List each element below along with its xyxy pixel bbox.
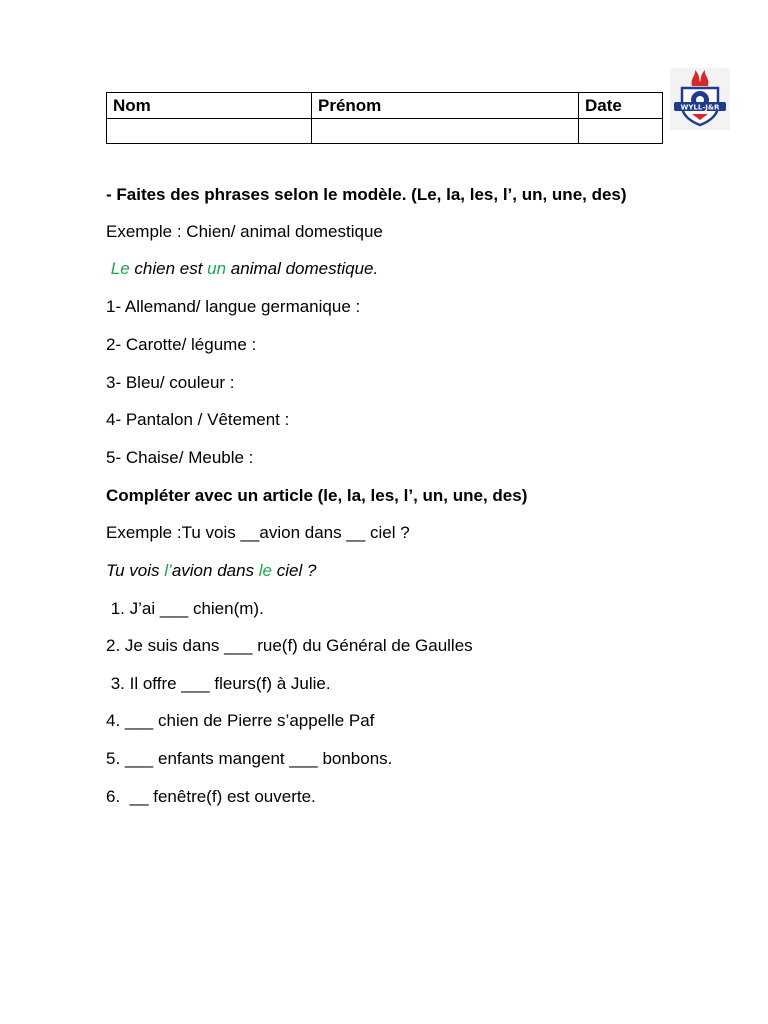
section1-instruction: - Faites des phrases selon le modèle. (Le, la, les, l’, un, une, des): [106, 185, 627, 204]
section2-item-5: 5. ___ enfants mangent ___ bonbons.: [106, 749, 393, 768]
article-un: un: [207, 259, 227, 278]
shield-logo-icon: [670, 68, 730, 130]
column-prenom: Prénom: [312, 93, 579, 119]
section1-example-label: Exemple : Chien/ animal domestique: [106, 222, 383, 241]
column-date: Date: [579, 93, 663, 119]
nom-field[interactable]: [107, 119, 312, 144]
table-header-row: [107, 93, 663, 119]
prenom-field[interactable]: [312, 119, 579, 144]
table-row: [107, 119, 663, 144]
section1-item-3: 3- Bleu/ couleur :: [106, 373, 235, 392]
section2-item-1: 1. J’ai ___ chien(m).: [106, 599, 264, 618]
article-le: Le: [110, 259, 130, 278]
school-logo: [670, 68, 730, 130]
section2-example-answer: Tu vois l’avion dans le ciel ?: [106, 561, 317, 580]
section2-item-4: 4. ___ chien de Pierre s’appelle Paf: [106, 711, 375, 730]
section2-item-2: 2. Je suis dans ___ rue(f) du Général de Gaulles: [106, 636, 473, 655]
section1-item-4: 4- Pantalon / Vêtement :: [106, 410, 290, 429]
section2-item-6: 6. __ fenêtre(f) est ouverte.: [106, 787, 316, 806]
section1-example-answer: Le chien est un animal domestique.: [110, 259, 379, 278]
logo-text: WYLL-J&R: [680, 103, 720, 112]
section1-item-5: 5- Chaise/ Meuble :: [106, 448, 254, 467]
section1-item-2: 2- Carotte/ légume :: [106, 335, 257, 354]
section2-item-3: 3. Il offre ___ fleurs(f) à Julie.: [106, 674, 331, 693]
article-l: l’: [164, 561, 172, 580]
section2-instruction: Compléter avec un article (le, la, les, l’, un, une, des): [106, 486, 528, 505]
date-field[interactable]: [579, 119, 663, 144]
section2-example-label: Exemple :Tu vois __avion dans __ ciel ?: [106, 523, 410, 542]
student-info-table: [106, 92, 663, 144]
article-le: le: [258, 561, 273, 580]
section1-item-1: 1- Allemand/ langue germanique :: [106, 297, 361, 316]
column-nom: Nom: [107, 93, 312, 119]
